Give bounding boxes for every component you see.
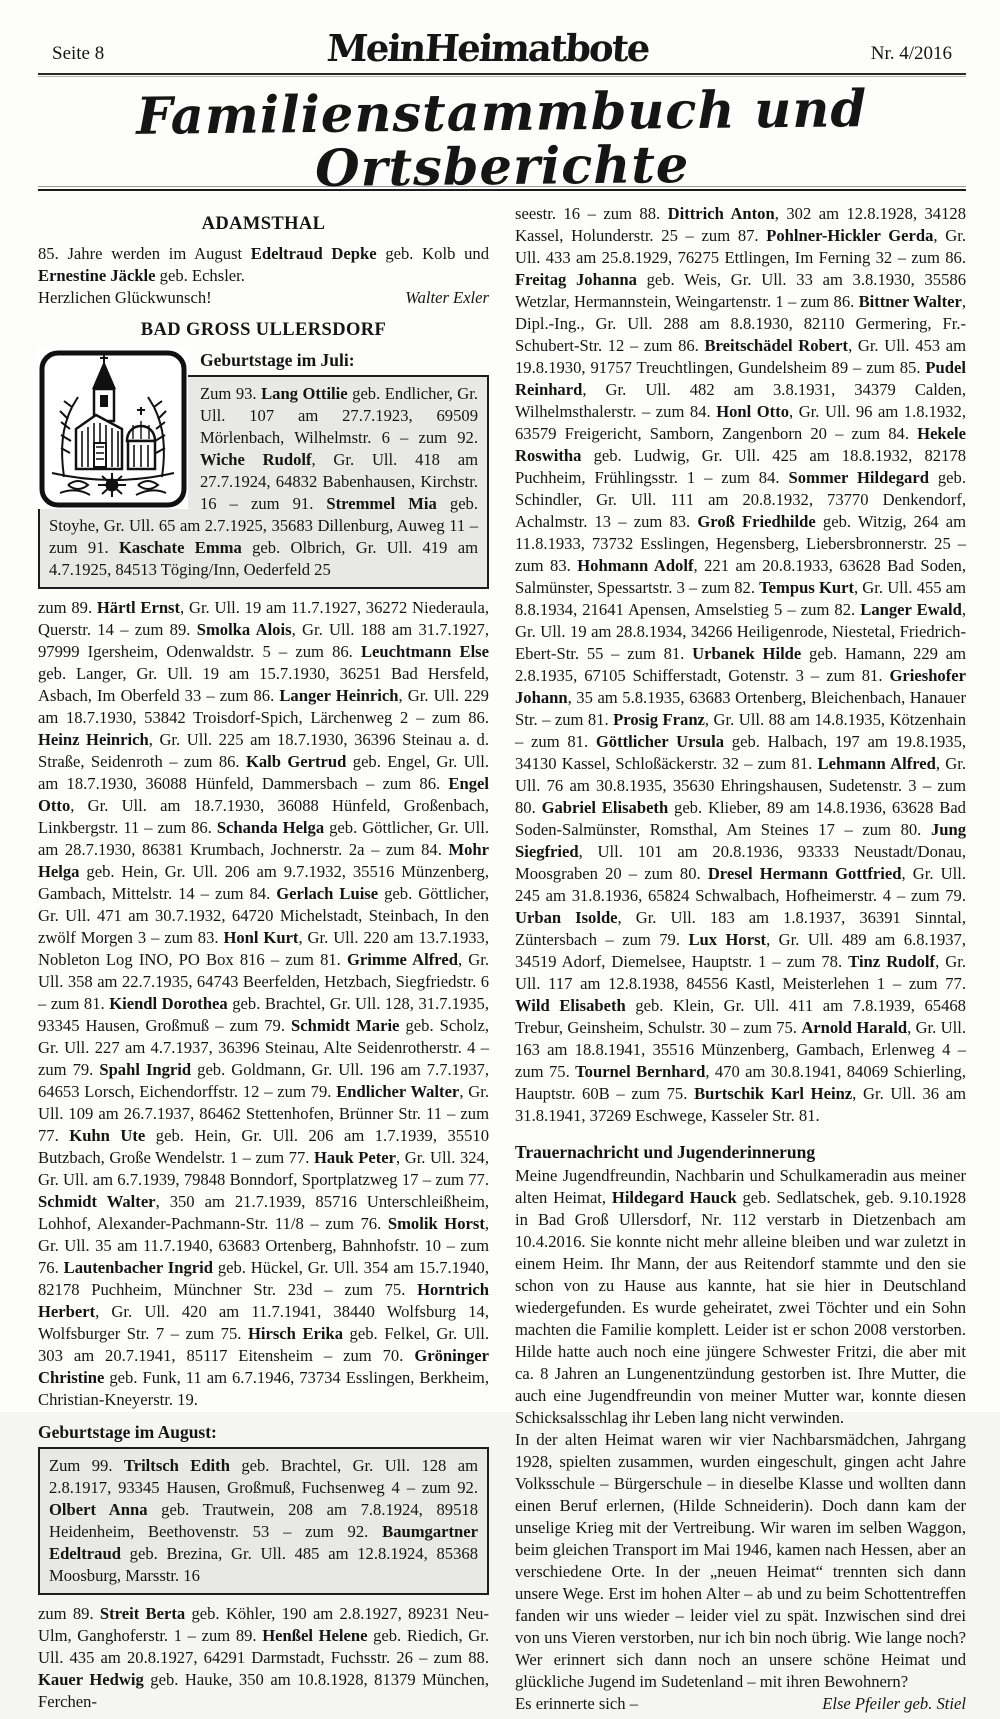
masthead-title: MeinHeimatbote [325,26,650,70]
page-number: Seite 8 [52,43,105,64]
obituary-paragraph: Meine Jugendfreundin, Nachbarin und Schulkameradin aus meiner alten Heimat, Hildegard Hauck geb. Sedlatschek, geb. 9.10.1928 in Bad Groß Ullersdorf, Nr. 112 verstarb in Dietzenbach am 10.4.2016. Sie konnte nicht mehr alleine bleiben und war zuletzt in einem Heim. Ihr Mann, der aus Reitendorf stammte und den sie schon von zu Hause aus kannte, hat sie hier in Deutschland wiedergefunden. Es wurde geheiratet, zwei Töchter und ein Sohn machten die Familie komplett. Leider ist er schon 2008 verstorben. Hilde hatte auch noch eine jüngere Schwester Fritzi, die aber mit ca. 8 Jahren an Lungenentzündung gestorben ist. Ihre Mutter, die auch eine Jugendfreundin von meiner Mutter war, konnte diesen Schicksalsschlag ihr Leben lang nicht verwinden. [515,1166,966,1428]
obituary-signature: Else Pfeiler geb. Stiel [822,1694,966,1714]
august-birthdays-continued: seestr. 16 – zum 88. Dittrich Anton, 302 am 12.8.1928, 34128 Kassel, Holunderstr. 25 – zum 87. Pohlner-Hickler Gerda, Gr. Ull. 433 am 25.8.1929, 76275 Ettlingen, Im Ferning 32 – zum 86. Freitag Johanna geb. Weis, Gr. Ull. 33 am 3.8.1930, 35586 Wetzlar, Hermannstein, Weingartenstr. 1 – zum 86. Bittner Walter, Dipl.-Ing., Gr. Ull. 288 am 8.8.1930, 82110 Germering, Fr.-Schubert-Str. 12 – zum 86. Breitschädel Robert, Gr. Ull. 453 am 19.8.1930, 91757 Treuchtlingen, Gundelsheim 89 – zum 85. Pudel Reinhard, Gr. Ull. 482 am 3.8.1931, 34379 Calden, Wilhelmsthalerstr. – zum 84. Honl Otto, Gr. Ull. 96 am 1.8.1932, 63579 Freigericht, Samborn, Zangenborn 20 – zum 84. Hekele Roswitha geb. Ludwig, Gr. Ull. 425 am 18.8.1932, 82178 Puchheim, Frühlingsstr. 1 – zum 84. Sommer Hildegard geb. Schindler, Gr. Ull. 111 am 20.8.1932, 73770 Denkendorf, Achalmstr. 13 – zum 83. Groß Friedhilde geb. Witzig, 264 am 11.8.1933, 73732 Esslingen, Hegensberg, Liebersbronnerstr. 25 – zum 83. Hohmann Adolf, 221 am 20.8.1933, 63628 Bad Soden, Salmünster, Spessartstr. 3 – zum 82. Tempus Kurt, Gr. Ull. 455 am 8.8.1934, 21641 Apensen, Amselstieg 5 – zum 82. Langer Ewald, Gr. Ull. 19 am 28.8.1934, 34266 Heiligenrode, Niestetal, Friedrich-Ebert-Str. 55 – zum 81. Urbanek Hilde geb. Hamann, 229 am 2.8.1935, 67105 Schifferstadt, Gotenstr. 3 – zum 81. Grieshofer Johann, 35 am 5.8.1935, 63683 Ortenberg, Bleichenbach, Hanauer Str. – zum 81. Prosig Franz, Gr. Ull. 88 am 14.8.1935, Kötzenhain – zum 81. Göttlicher Ursula geb. Halbach, 197 am 19.8.1935, 34130 Kassel, Schloßäckerstr. 32 – zum 81. Lehmann Alfred, Gr. Ull. 76 am 30.8.1935, 35630 Ehringshausen, Sudetenstr. 3 – zum 80. Gabriel Elisabeth geb. Klieber, 89 am 14.8.1936, 63628 Bad Soden-Salmünster, Romsthal, Am Steines 17 – zum 80. Jung Siegfried, Ull. 101 am 20.8.1936, 93333 Neustadt/Donau, Moosgraben 20 – zum 80. Dresel Hermann Gottfried, Gr. Ull. 245 am 31.8.1936, 65824 Schwalbach, Hofheimerstr. 4 – zum 79. Urban Isolde, Gr. Ull. 183 am 1.8.1937, 36391 Sinntal, Züntersbach – zum 79. Lux Horst, Gr. Ull. 489 am 6.8.1937, 34519 Adorf, Diemelsee, Hauptstr. 1 – zum 78. Tinz Rudolf, Gr. Ull. 117 am 12.8.1938, 84556 Kastl, Meisterlehen 1 – zum 77. Wild Elisabeth geb. Klein, Gr. Ull. 411 am 7.8.1939, 65468 Trebur, Geinsheim, Schulstr. 30 – zum 75. Arnold Harald, Gr. Ull. 163 am 18.8.1941, 35516 Münzenberg, Gambach, Erlenweg 4 – zum 75. Tournel Bernhard, 470 am 30.8.1941, 84069 Schierling, Hauptstr. 60B – zum 75. Burtschik Karl Heinz, Gr. Ull. 36 am 31.8.1941, 37269 Eschwege, Kasseler Str. 81. [515,204,967,1126]
adamsthal-heading: ADAMSTHAL [201,214,326,235]
july-birthdays-box: Zum 93. Lang Ottilie geb. Endlicher, Gr. Ull. 107 am 27.7.1923, 69509 Mörlenbach, Wilhelmstr. 6 – zum 92. Wiche Rudolf, Gr. Ull. 418 am 27.7.1924, 64832 Babenhausen, Kirchstr. 16 – zum 91. Stremmel Mia geb. Stoyhe, Gr. Ull. 65 am 2.7.1925, 35683 Dillenburg, Auweg 11 – zum 91. Kaschate Emma geb. Olbrich, Gr. Ull. 419 am 4.7.1925, 84513 Töging/Inn, Oederfeld 25 [38,375,489,589]
obituary-heading: Trauernachricht und Jugenderinnerung [515,1142,816,1163]
july-birthdays-list: zum 89. Härtl Ernst, Gr. Ull. 19 am 11.7.1927, 36272 Niederaula, Querstr. 14 – zum 89. Smolka Alois, Gr. Ull. 188 am 31.7.1927, 97999 Igersheim, Odenwaldstr. 5 – zum 86. Leuchtmann Else geb. Langer, Gr. Ull. 19 am 15.7.1930, 36251 Bad Hersfeld, Asbach, Im Oberfeld 33 – zum 86. Langer Heinrich, Gr. Ull. 229 am 18.7.1930, 53842 Troisdorf-Spich, Lärchenweg 2 – zum 86. Heinz Heinrich, Gr. Ull. 225 am 18.7.1930, 36396 Steinau a. d. Straße, Seidenroth – zum 86. Kalb Gertrud geb. Engel, Gr. Ull. am 18.7.1930, 36088 Hünfeld, Dammersbach – zum 86. Engel Otto, Gr. Ull. am 18.7.1930, 36088 Hünfeld, Großenbach, Linkbergstr. 11 – zum 86. Schanda Helga geb. Göttlicher, Gr. Ull. am 28.7.1930, 86381 Krumbach, Jochnerstr. 2a – zum 84. Mohr Helga geb. Hein, Gr. Ull. 206 am 9.7.1932, 35516 Münzenberg, Gambach, Mittelstr. 14 – zum 84. Gerlach Luise geb. Göttlicher, Gr. Ull. 471 am 30.7.1932, 64720 Michelstadt, Steinbach, In den zwölf Morgen 3 – zum 83. Honl Kurt, Gr. Ull. 220 am 13.7.1933, Nobleton Log INO, PO Box 816 – zum 81. Grimme Alfred, Gr. Ull. 358 am 22.7.1935, 64743 Beerfelden, Hetzbach, Siegfriedstr. 6 – zum 81. Kiendl Dorothea geb. Brachtel, Gr. Ull. 128, 31.7.1935, 93345 Hausen, Großmuß – zum 79. Schmidt Marie geb. Scholz, Gr. Ull. 227 am 4.7.1937, 36396 Steinau, Alte Seidenrotherstr. 4 – zum 79. Spahl Ingrid geb. Goldmann, Gr. Ull. 196 am 7.7.1937, 64653 Lorsch, Eichendorffstr. 12 – zum 79. Endlicher Walter, Gr. Ull. 109 am 26.7.1937, 86462 Stettenhofen, Brünner Str. 11 – zum 77. Kuhn Ute geb. Hein, Gr. Ull. 206 am 1.7.1939, 35510 Butzbach, Große Wendelstr. 1 – zum 77. Hauk Peter, Gr. Ull. 324, Gr. Ull. am 6.7.1939, 79848 Bonndorf, Sportplatzweg 17 – zum 77. Schmidt Walter, 350 am 21.7.1939, 85716 Unterschleißheim, Lohhof, Alexander-Pachmann-Str. 11/8 – zum 76. Smolik Horst, Gr. Ull. 35 am 11.7.1940, 63683 Ortenberg, Bahnhofstr. 10 – zum 76. Lautenbacher Ingrid geb. Hückel, Gr. Ull. 354 am 15.7.1940, 82178 Puchheim, Münchner Str. 23d – zum 75. Horntrich Herbert, Gr. Ull. 420 am 11.7.1941, 38440 Wolfsburg 14, Wolfsburger Str. 7 – zum 75. Hirsch Erika geb. Felkel, Gr. Ull. 303 am 20.7.1941, 85117 Eitensheim – zum 70. Gröninger Christine geb. Funk, 11 am 6.7.1946, 73734 Esslingen, Berkheim, Christian-Kneyerstr. 19. [38,598,490,1410]
memoir-paragraph: In der alten Heimat waren wir vier Nachbarsmädchen, Jahrgang 1928, spielten zusammen, wurden eingeschult, gingen acht Jahre Volksschule – Bürgerschule – in dieselbe Klasse und wollten dann einen Beruf erlernen, (Hilde Schneiderin). Doch dann kam der unselige Krieg mit der Vertreibung. Wir waren im selben Waggon, beim gleichen Transport im Mai 1946, kamen nach Hessen, aber an verschiedene Orte. In der „neuen Heimat“ trennten sich dann unsere Wege. Erst im hohen Alter – ab und zu beim Schottentreffen fanden wir uns wieder – leider viel zu spät. Inzwischen sind drei von uns Vieren verstorben, nur ich bin noch übrig. Wie lange noch? Wer erinnert sich dann noch an unsere schöne Heimat und glückliche Jugend im Sudetenland – mit ihren Bewohnern? [515,1430,966,1692]
greeting-text: Herzlichen Glückwunsch! [38,288,212,308]
bad-gross-ullersdorf-heading: BAD GROSS ULLERSDORF [140,320,387,341]
july-birthdays-block [38,349,489,589]
july-heading: Geburtstage im Juli: [200,350,355,371]
author-signature: Walter Exler [405,288,489,308]
august-birthdays-box: Zum 99. Triltsch Edith geb. Brachtel, Gr. Ull. 128 am 2.8.1917, 93345 Hausen, Großmuß, Fuchsenweg 4 – zum 92. Olbert Anna geb. Trautwein, 208 am 7.8.1924, 89518 Heidenheim, Beethovenstr. 53 – zum 92. Baumgartner Edeltraud geb. Brezina, Gr. Ull. 485 am 12.8.1924, 85368 Moosburg, Marsstr. 16 [38,1447,489,1595]
issue-number: Nr. 4/2016 [870,43,952,64]
adamsthal-signature-row [38,287,489,309]
church-woodcut-image [38,349,188,509]
adamsthal-text: 85. Jahre werden im August Edeltraud Depke geb. Kolb und Ernestine Jäckle geb. Echsler. [38,244,489,286]
august-heading: Geburtstage im August: [38,1422,217,1443]
section-title: Familienstammbuch und Ortsberichte [136,79,868,199]
page-header [38,26,966,70]
right-column [515,203,966,1719]
obituary-signature-row [515,1693,966,1715]
two-column-body [38,203,966,1719]
closing-text: Es erinnerte sich – [515,1694,639,1714]
header-rule [38,73,966,77]
left-column [38,203,489,1719]
august-birthdays-list: zum 89. Streit Berta geb. Köhler, 190 am 2.8.1927, 89231 Neu-Ulm, Ganghoferstr. 1 – zum 89. Henßel Helene geb. Riedich, Gr. Ull. 435 am 20.8.1927, 64291 Darmstadt, Fuchsstr. 26 – zum 88. Kauer Hedwig geb. Hauke, 350 am 10.8.1928, 81379 München, Ferchen- [38,1604,489,1712]
